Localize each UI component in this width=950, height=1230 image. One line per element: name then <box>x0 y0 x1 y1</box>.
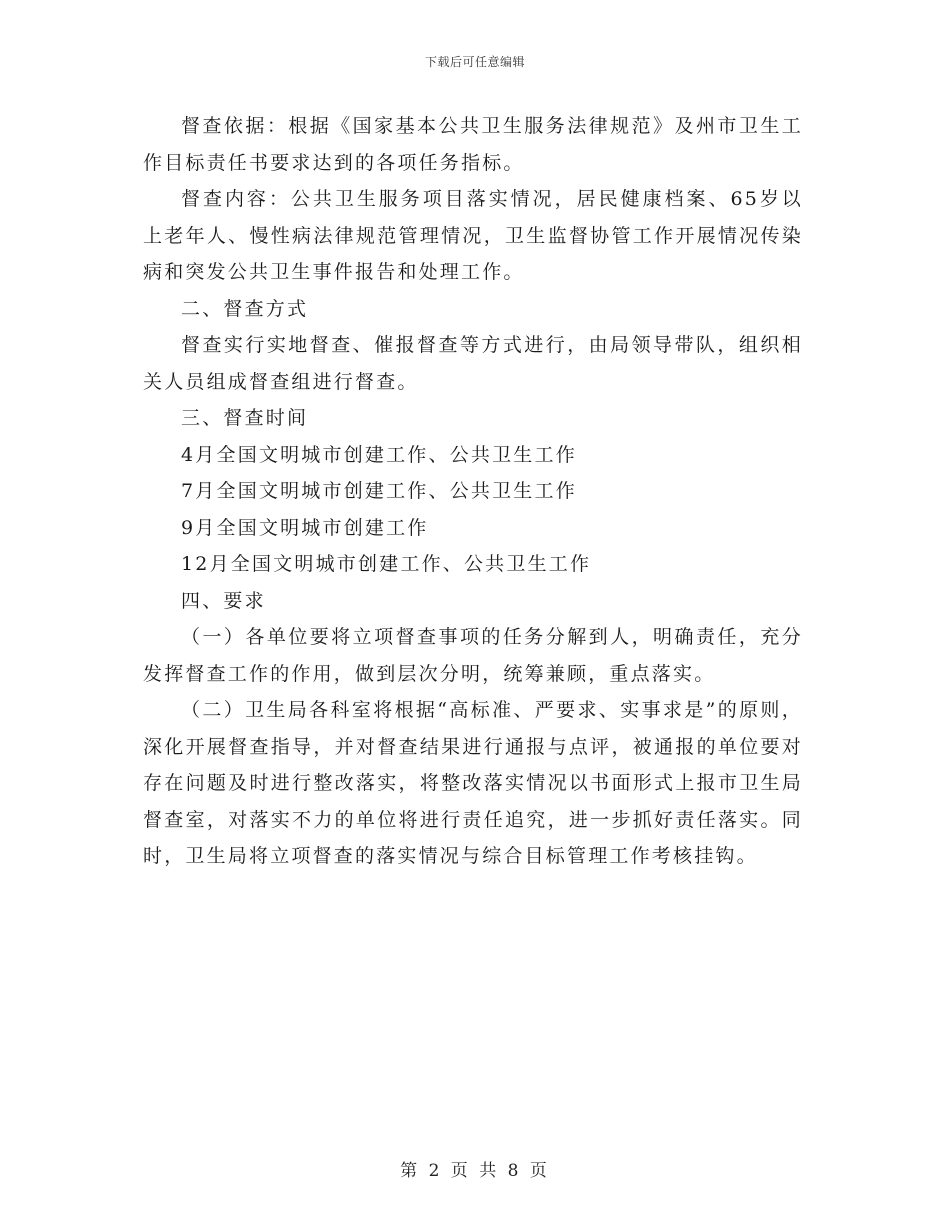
section-heading-method: 二、督查方式 <box>181 297 309 320</box>
section-heading-requirements: 四、要求 <box>181 589 266 612</box>
schedule-item-september: 9月全国文明城市创建工作 <box>181 516 429 539</box>
paragraph-method: 督查实行实地督查、催报督查等方式进行，由局领导带队，组织相关人员组成督查组进行督查。 <box>143 334 803 393</box>
document-body <box>143 108 803 875</box>
paragraph-content: 督查内容：公共卫生服务项目落实情况，居民健康档案、65岁以上老年人、慢性病法律规范管理情况，卫生监督协管工作开展情况传染病和突发公共卫生事件报告和处理工作。 <box>143 188 803 283</box>
schedule-item-july: 7月全国文明城市创建工作、公共卫生工作 <box>181 480 577 502</box>
page-number: 第 2 页 共 8 页 <box>400 1161 550 1181</box>
section-heading-time: 三、督查时间 <box>181 407 309 429</box>
page-header: 下载后可任意编辑 <box>424 55 525 69</box>
paragraph-requirement-1: （一）各单位要将立项督查事项的任务分解到人，明确责任，充分发挥督查工作的作用，做到层次分明，统筹兼顾，重点落实。 <box>143 626 803 685</box>
schedule-item-april: 4月全国文明城市创建工作、公共卫生工作 <box>181 443 577 466</box>
schedule-item-december: 12月全国文明城市创建工作、公共卫生工作 <box>181 553 592 575</box>
paragraph-requirement-2: （二）卫生局各科室将根据“高标准、严要求、实事求是”的原则，深化开展督查指导，并对督查结果进行通报与点评，被通报的单位要对存在问题及时进行整改落实，将整改落实情况以书面形式上报市卫生局督查室，对落实不力的单位将进行责任追究，进一步抓好责任落实。同时，卫生局将立项督查的落实情况与综合目标管理工作考核挂钩。 <box>143 699 803 867</box>
paragraph-basis: 督查依据：根据《国家基本公共卫生服务法律规范》及州市卫生工作目标责任书要求达到的各项任务指标。 <box>143 115 803 174</box>
